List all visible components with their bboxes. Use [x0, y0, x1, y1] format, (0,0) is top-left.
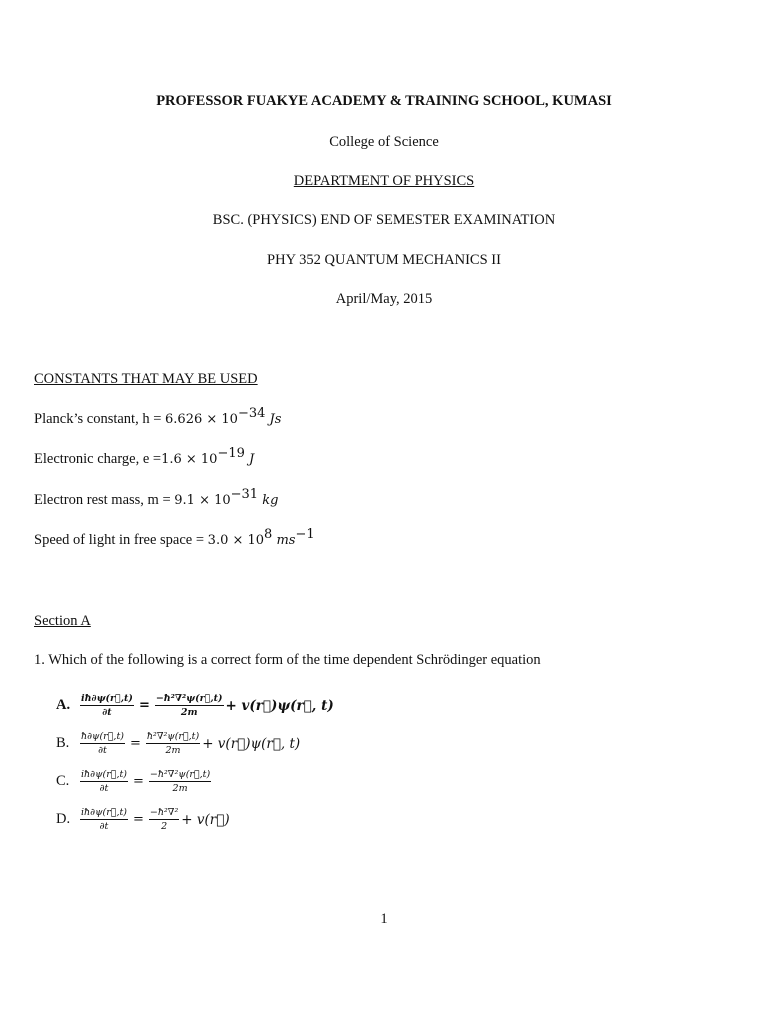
fraction-denominator: 2m: [180, 707, 198, 718]
constant-mantissa: 6.626 × 10: [165, 412, 238, 427]
constant-exponent: −19: [217, 446, 245, 461]
lhs-fraction: [80, 806, 128, 833]
unit-exponent: −1: [295, 527, 315, 542]
constant-label: Planck’s constant, h =: [34, 411, 166, 427]
question-1: 1. Which of the following is a correct form of the time dependent Schrödinger equation: [34, 652, 541, 668]
option-d: [56, 806, 230, 833]
option-a: [56, 692, 334, 719]
rhs-fraction: [146, 730, 200, 757]
constant-planck: [34, 406, 282, 428]
constant-mantissa: 1.6 × 10: [161, 452, 218, 467]
fraction-denominator: ∂t: [99, 783, 109, 794]
equals-sign: =: [129, 736, 141, 751]
constant-exponent: −31: [230, 487, 259, 502]
fraction-numerator: ħ²∇²ψ(r⃗,t): [146, 731, 200, 742]
department-name: DEPARTMENT OF PHYSICS: [293, 173, 475, 189]
option-label: D.: [56, 811, 71, 827]
equals-sign: =: [133, 774, 144, 789]
option-b: [56, 730, 300, 757]
lhs-fraction: [80, 692, 134, 719]
constant-unit: ms: [272, 533, 296, 548]
fraction-numerator: iħ∂ψ(r⃗,t): [81, 769, 128, 780]
exam-title: BSC. (PHYSICS) END OF SEMESTER EXAMINATION: [212, 212, 556, 228]
constant-mantissa: 3.0 × 10: [207, 533, 265, 548]
constant-label: Speed of light in free space =: [34, 532, 208, 548]
section-title: Section A: [34, 613, 91, 629]
option-label: A.: [56, 697, 71, 713]
lhs-fraction: [80, 768, 128, 795]
constant-exponent: 8: [264, 527, 273, 542]
fraction-numerator: −ħ²∇²: [149, 807, 179, 818]
constant-label: Electronic charge, e =: [34, 451, 162, 467]
fraction-denominator: 2m: [172, 783, 188, 794]
exam-date: April/May, 2015: [335, 291, 433, 307]
constant-unit: Js: [265, 412, 282, 427]
constant-mass: [34, 487, 279, 509]
potential-term: + v(r⃗)ψ(r⃗, t): [202, 735, 301, 752]
constant-exponent: −34: [237, 406, 266, 421]
rhs-fraction: [155, 692, 224, 719]
fraction-numerator: iħ∂ψ(r⃗,t): [81, 693, 133, 704]
fraction-denominator: ∂t: [99, 821, 109, 832]
constant-light: [34, 527, 315, 549]
potential-term: + v(r⃗)ψ(r⃗, t): [225, 697, 334, 714]
equals-sign: =: [138, 698, 150, 713]
rhs-fraction: [149, 806, 179, 833]
college-name: College of Science: [329, 134, 439, 150]
fraction-denominator: ∂t: [102, 707, 112, 718]
lhs-fraction: [80, 730, 125, 757]
option-label: B.: [56, 735, 70, 751]
constant-mantissa: 9.1 × 10: [174, 493, 231, 508]
fraction-denominator: 2: [161, 821, 168, 832]
course-title: PHY 352 QUANTUM MECHANICS II: [267, 252, 501, 268]
fraction-denominator: 2m: [165, 745, 181, 756]
option-label: C.: [56, 773, 70, 789]
equals-sign: =: [133, 812, 144, 827]
fraction-numerator: −ħ²∇²ψ(r⃗,t): [149, 769, 211, 780]
fraction-numerator: ħ∂ψ(r⃗,t): [81, 731, 124, 742]
fraction-denominator: ∂t: [98, 745, 107, 756]
constant-unit: kg: [258, 493, 279, 508]
potential-term: + v(r⃗): [181, 811, 230, 828]
constant-unit: J: [244, 452, 255, 467]
school-name: PROFESSOR FUAKYE ACADEMY & TRAINING SCHOOL, KUMASI: [156, 93, 612, 109]
option-c: [56, 768, 213, 795]
constant-charge: [34, 446, 255, 468]
constants-heading: CONSTANTS THAT MAY BE USED: [34, 371, 258, 387]
fraction-numerator: iħ∂ψ(r⃗,t): [81, 807, 128, 818]
page-number: 1: [380, 911, 388, 927]
constant-label: Electron rest mass, m =: [34, 492, 175, 508]
rhs-fraction: [149, 768, 211, 795]
fraction-numerator: −ħ²∇²ψ(r⃗,t): [155, 693, 223, 704]
